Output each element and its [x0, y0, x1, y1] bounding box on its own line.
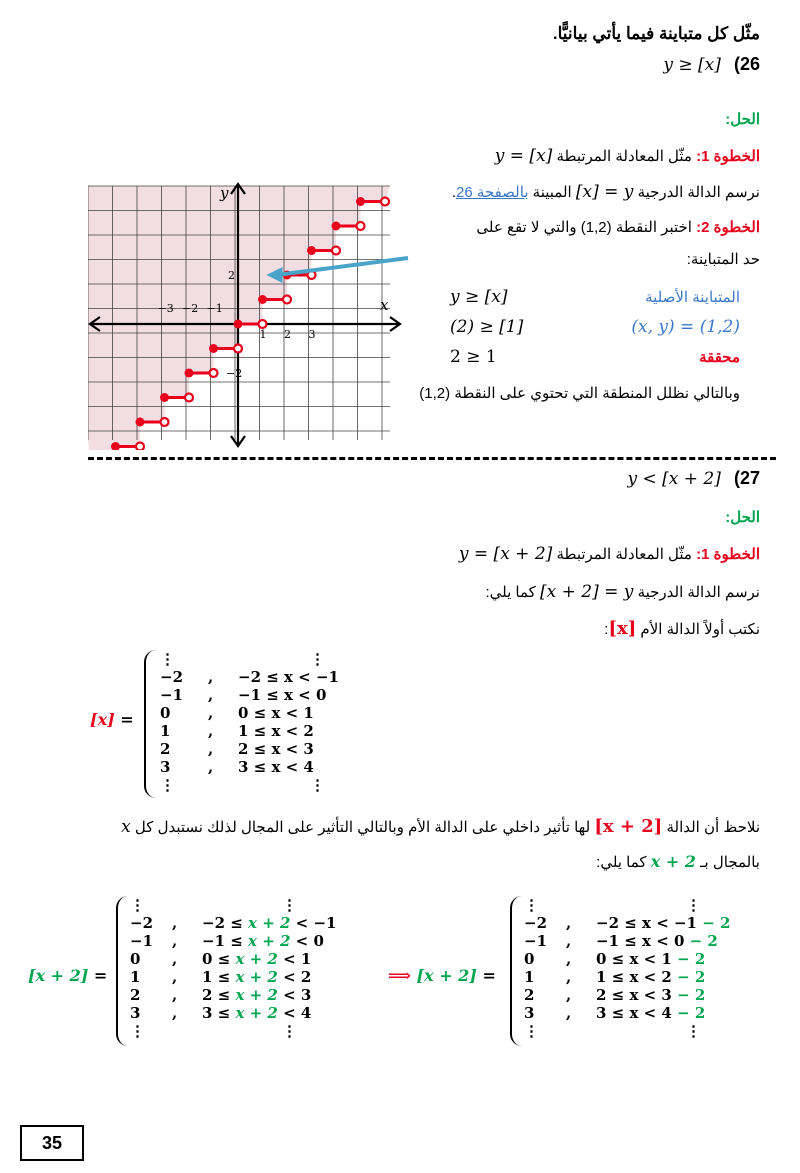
step-function-graph: [88, 180, 410, 450]
note-line-1: نلاحظ أن الدالة [x + 2] لها تأثير داخلي على الدالة الأم وبالتالي التأثير على المجال لذلك نستبدل كل x: [121, 816, 760, 837]
closed-dot: [234, 320, 243, 329]
x-tick-label: 2: [284, 328, 291, 341]
step1-26: الخطوة 1: مثّل المعادلة المرتبطة y = [x]: [494, 146, 760, 166]
case-value: ⋮: [160, 650, 175, 668]
lhs-1: [x + 2] =: [28, 966, 108, 985]
case-row: −2 , −2 ≤ x + 2 < −1: [130, 914, 337, 932]
brace-2: [510, 896, 522, 1046]
case-condition: 0 ≤ x < 1: [238, 704, 314, 722]
parent-case-row: 1 , 1 ≤ x < 2: [160, 722, 314, 740]
page-number: 35: [20, 1125, 84, 1161]
case-row: 2 , 2 ≤ x < 3 − 2: [524, 986, 706, 1004]
parent-line-27: نكتب أولاً الدالة الأم [x]:: [604, 618, 760, 639]
step2-26: الخطوة 2: اختبر النقطة (1,2) والتي لا تقع على: [476, 219, 760, 236]
closed-dot: [307, 246, 316, 255]
open-dot: [332, 247, 340, 255]
parent-case-row: 0 , 0 ≤ x < 1: [160, 704, 314, 722]
open-dot: [136, 443, 144, 451]
problem-27-header: [627, 468, 760, 489]
open-dot: [161, 418, 169, 426]
problem-26-header: [663, 54, 760, 75]
step2-26-cont: حد المتباينة:: [686, 251, 760, 268]
closed-dot: [209, 344, 218, 353]
x-axis-label: x: [380, 296, 389, 314]
case-row: −2 , −2 ≤ x < −1 − 2: [524, 914, 731, 932]
case-row: 1 , 1 ≤ x + 2 < 2: [130, 968, 312, 986]
inequality-27: y < [x + 2]: [627, 469, 721, 489]
case-condition: −1 ≤ x < 0: [238, 686, 327, 704]
conclusion-26: وبالتالي نظلل المنطقة التي تحتوي على النقطة (1,2): [419, 385, 740, 402]
case-row: −1 , −1 ≤ x + 2 < 0: [130, 932, 324, 950]
brace-1: [116, 896, 128, 1046]
case-value: ⋮: [160, 776, 175, 794]
x-tick-label: −3: [157, 302, 174, 315]
solution-label-26: الحل:: [725, 111, 760, 128]
case-row: ⋮ ⋮: [130, 1022, 297, 1040]
closed-dot: [356, 197, 365, 206]
case-condition: ⋮: [310, 650, 325, 668]
x-tick-label: −2: [182, 302, 199, 315]
case-condition: ⋮: [310, 776, 325, 794]
x-tick-label: 1: [259, 328, 267, 341]
y-tick-label: 2: [228, 269, 235, 282]
case-row: 2 , 2 ≤ x + 2 < 3: [130, 986, 312, 1004]
case-value: 0: [160, 704, 171, 722]
open-dot: [234, 345, 242, 353]
parent-case-row: −2 , −2 ≤ x < −1: [160, 668, 339, 686]
parent-case-row: 2 , 2 ≤ x < 3: [160, 740, 314, 758]
case-row: 1 , 1 ≤ x < 2 − 2: [524, 968, 706, 986]
case-value: 2: [160, 740, 171, 758]
x-tick-label: −1: [206, 302, 223, 315]
open-dot: [185, 394, 193, 402]
case-value: 3: [160, 758, 171, 776]
closed-dot: [160, 393, 169, 402]
open-dot: [283, 296, 291, 304]
draw-line-27: نرسم الدالة الدرجية [x + 2] = y كما يلي:: [485, 582, 760, 602]
parent-case-row: −1 , −1 ≤ x < 0: [160, 686, 327, 704]
closed-dot: [185, 369, 194, 378]
case-row: 0 , 0 ≤ x < 1 − 2: [524, 950, 706, 968]
closed-dot: [332, 222, 341, 231]
parent-case-row: [160, 650, 339, 668]
inequality-26: y ≥ [x]: [663, 55, 721, 75]
parent-cases: [160, 650, 339, 794]
instruction: مثّل كل متباينة فيما يأتي بيانيًّا.: [552, 24, 760, 43]
open-dot: [259, 320, 267, 328]
problem-number-26: (26: [733, 54, 760, 74]
parent-case-row: [160, 776, 339, 794]
step1-27: الخطوة 1: مثّل المعادلة المرتبطة y = [x + 2]: [458, 544, 760, 564]
section-divider: [88, 457, 776, 460]
draw-line-26: نرسم الدالة الدرجية [x] = y المبينة بالصفحة 26.: [451, 182, 760, 202]
case-value: 1: [160, 722, 171, 740]
case-row: 3 , 3 ≤ x < 4 − 2: [524, 1004, 706, 1022]
parent-case-row: 3 , 3 ≤ x < 4: [160, 758, 314, 776]
open-dot: [357, 222, 365, 230]
cases-1: [130, 896, 336, 1040]
test-table: y ≥ [x] المتباينة الأصلية (2) ≥ [1] (x, y) = (1,2) 2 ≥ 1 محققة: [450, 287, 740, 367]
case-condition: 1 ≤ x < 2: [238, 722, 314, 740]
y-axis-label: y: [220, 184, 229, 202]
case-row: 0 , 0 ≤ x + 2 < 1: [130, 950, 312, 968]
note-line-2: بالمجال بـ x + 2 كما يلي:: [596, 852, 760, 871]
implies-arrow: ⟹ [x + 2] =: [388, 966, 496, 985]
y-tick-label: −2: [226, 367, 243, 380]
closed-dot: [136, 418, 145, 427]
case-row: −1 , −1 ≤ x < 0 − 2: [524, 932, 718, 950]
parent-brace: [144, 650, 156, 798]
solution-label-27: الحل:: [725, 509, 760, 526]
open-dot: [210, 369, 218, 377]
x-tick-label: 3: [308, 328, 316, 341]
closed-dot: [258, 295, 267, 304]
case-row: ⋮ ⋮: [130, 896, 297, 914]
case-row: ⋮ ⋮: [524, 1022, 701, 1040]
parent-lhs: [x] =: [90, 710, 134, 729]
case-condition: −2 ≤ x < −1: [238, 668, 339, 686]
open-dot: [381, 198, 389, 206]
problem-number-27: (27: [733, 468, 760, 488]
case-condition: 2 ≤ x < 3: [238, 740, 314, 758]
case-value: −1: [160, 686, 184, 704]
case-row: 3 , 3 ≤ x + 2 < 4: [130, 1004, 312, 1022]
case-condition: 3 ≤ x < 4: [238, 758, 314, 776]
page-link[interactable]: بالصفحة 26: [456, 184, 529, 201]
cases-2: [524, 896, 730, 1040]
case-row: ⋮ ⋮: [524, 896, 701, 914]
case-value: −2: [160, 668, 184, 686]
